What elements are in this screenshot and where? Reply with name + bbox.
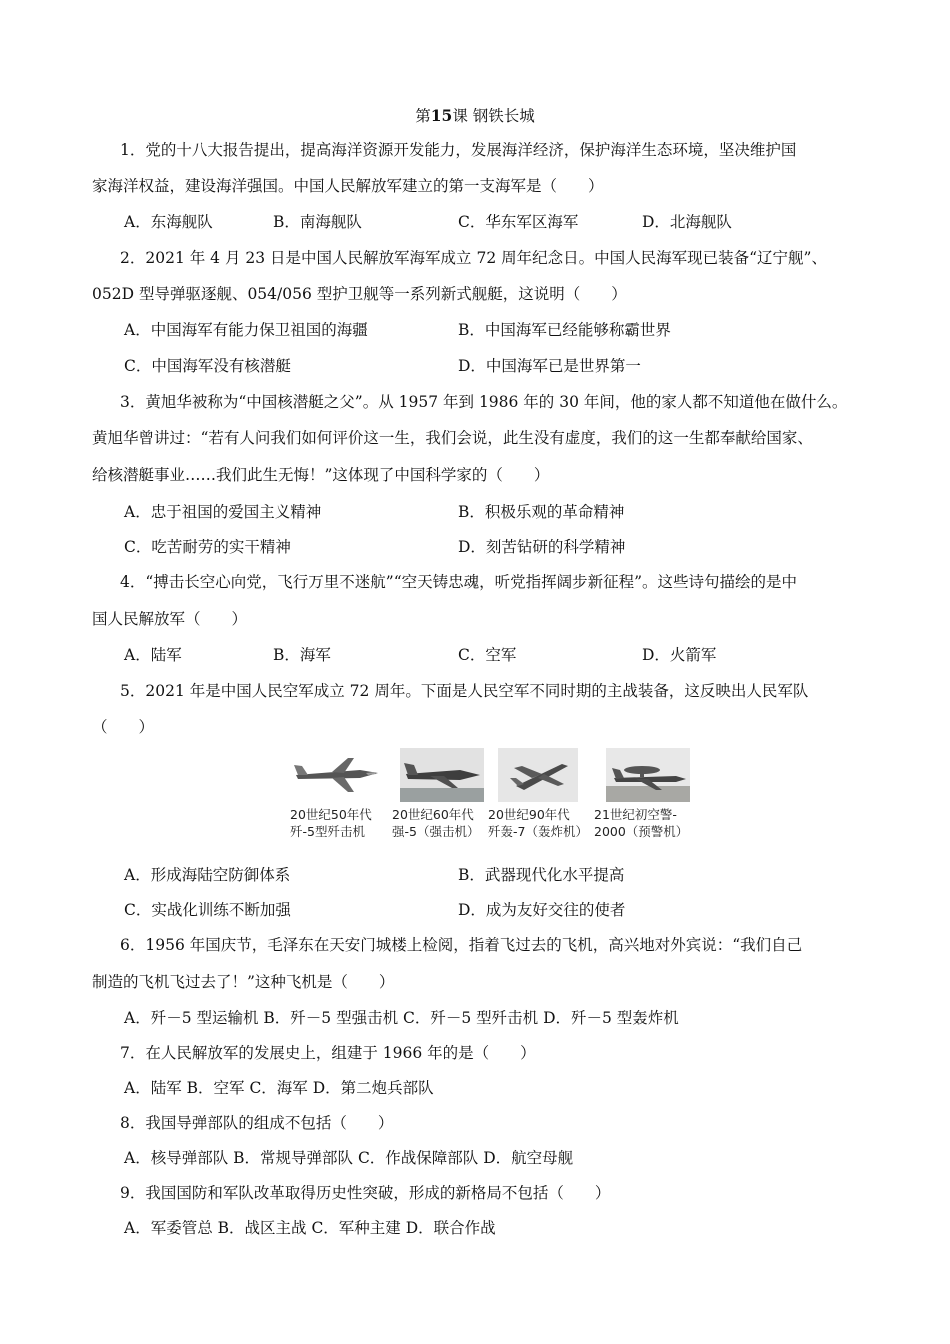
question-9-line-1: 9．我国国防和军队改革取得历史性突破，形成的新格局不包括（ ） bbox=[120, 1184, 611, 1202]
question-6-line-2: 制造的飞机飞过去了！”这种飞机是（ ） bbox=[92, 973, 395, 991]
question-2-option-b: B．中国海军已经能够称霸世界 bbox=[458, 321, 671, 339]
caption-3: 20世纪90年代 歼轰-7（轰炸机） bbox=[488, 807, 588, 839]
question-1-option-c: C．华东军区海军 bbox=[458, 213, 579, 231]
question-4-option-b: B．海军 bbox=[273, 646, 331, 664]
question-4-option-c: C．空军 bbox=[458, 646, 517, 664]
j5-fighter-photo bbox=[290, 748, 386, 802]
kj2000-awacs-photo bbox=[606, 748, 690, 802]
question-2-option-c: C．中国海军没有核潜艇 bbox=[124, 357, 291, 375]
question-1-option-a: A．东海舰队 bbox=[124, 213, 213, 231]
question-3-line-2: 黄旭华曾讲过：“若有人问我们如何评价这一生，我们会说，此生没有虚度，我们的这一生都奉献给国家、 bbox=[92, 429, 813, 447]
question-3-line-1: 3．黄旭华被称为“中国核潜艇之父”。从 1957 年到 1986 年的 30 年间，他的家人都不知道他在做什么。 bbox=[120, 393, 848, 411]
lesson-title: 第15课 钢铁长城 bbox=[415, 106, 535, 125]
caption-1: 20世纪50年代 歼-5型歼击机 bbox=[290, 807, 372, 839]
question-5-option-b: B．武器现代化水平提高 bbox=[458, 866, 625, 884]
question-8-options: A．核导弹部队 B．常规导弹部队 C．作战保障部队 D．航空母舰 bbox=[124, 1149, 574, 1167]
question-6-options: A．歼－5 型运输机 B．歼－5 型强击机 C．歼－5 型歼击机 D．歼－5 型轰炸机 bbox=[124, 1009, 679, 1027]
question-7-options: A．陆军 B．空军 C．海军 D．第二炮兵部队 bbox=[124, 1079, 434, 1097]
question-2-line-2: 052D 型导弹驱逐舰、054/056 型护卫舰等一系列新式舰艇，这说明（ ） bbox=[92, 285, 627, 303]
question-2-option-a: A．中国海军有能力保卫祖国的海疆 bbox=[124, 321, 368, 339]
question-3-option-c: C．吃苦耐劳的实干精神 bbox=[124, 538, 291, 556]
question-5-line-1: 5．2021 年是中国人民空军成立 72 周年。下面是人民空军不同时期的主战装备，这反映出人民军队 bbox=[120, 682, 809, 700]
question-1-option-d: D．北海舰队 bbox=[642, 213, 732, 231]
question-9-options: A．军委管总 B．战区主战 C．军种主建 D．联合作战 bbox=[124, 1219, 496, 1237]
question-2-line-1: 2．2021 年 4 月 23 日是中国人民解放军海军成立 72 周年纪念日。中国人民海军现已装备“辽宁舰”、 bbox=[120, 249, 827, 267]
question-5-line-2: （ ） bbox=[92, 718, 155, 736]
question-1-line-2: 家海洋权益，建设海洋强国。中国人民解放军建立的第一支海军是（ ） bbox=[92, 177, 604, 195]
question-5-option-d: D．成为友好交往的使者 bbox=[458, 901, 626, 919]
caption-2: 20世纪60年代 强-5（强击机） bbox=[392, 807, 480, 839]
question-6-line-1: 6．1956 年国庆节，毛泽东在天安门城楼上检阅，指着飞过去的飞机，高兴地对外宾说：“我们自己 bbox=[120, 936, 803, 954]
question-2-option-d: D．中国海军已是世界第一 bbox=[458, 357, 641, 375]
question-5-option-c: C．实战化训练不断加强 bbox=[124, 901, 291, 919]
q5-attacker-photo bbox=[400, 748, 484, 802]
aircraft-figure bbox=[288, 748, 698, 844]
question-8-line-1: 8．我国导弹部队的组成不包括（ ） bbox=[120, 1114, 394, 1132]
question-1-line-1: 1．党的十八大报告提出，提高海洋资源开发能力，发展海洋经济，保护海洋生态环境，坚决维护国 bbox=[120, 141, 797, 159]
question-4-line-2: 国人民解放军（ ） bbox=[92, 610, 248, 628]
question-4-option-a: A．陆军 bbox=[124, 646, 182, 664]
question-3-option-a: A．忠于祖国的爱国主义精神 bbox=[124, 503, 322, 521]
question-4-line-1: 4．“搏击长空心向党，飞行万里不迷航”“空天铸忠魂，听党指挥阔步新征程”。这些诗句描绘的是中 bbox=[120, 573, 798, 591]
question-3-line-3: 给核潜艇事业……我们此生无悔！”这体现了中国科学家的（ ） bbox=[92, 466, 550, 484]
question-5-option-a: A．形成海陆空防御体系 bbox=[124, 866, 291, 884]
jh7-bomber-photo bbox=[498, 748, 578, 802]
question-7-line-1: 7．在人民解放军的发展史上，组建于 1966 年的是（ ） bbox=[120, 1044, 536, 1062]
question-3-option-b: B．积极乐观的革命精神 bbox=[458, 503, 625, 521]
question-4-option-d: D．火箭军 bbox=[642, 646, 717, 664]
question-3-option-d: D．刻苦钻研的科学精神 bbox=[458, 538, 626, 556]
caption-4: 21世纪初空警- 2000（预警机） bbox=[594, 807, 689, 839]
question-1-option-b: B．南海舰队 bbox=[273, 213, 362, 231]
